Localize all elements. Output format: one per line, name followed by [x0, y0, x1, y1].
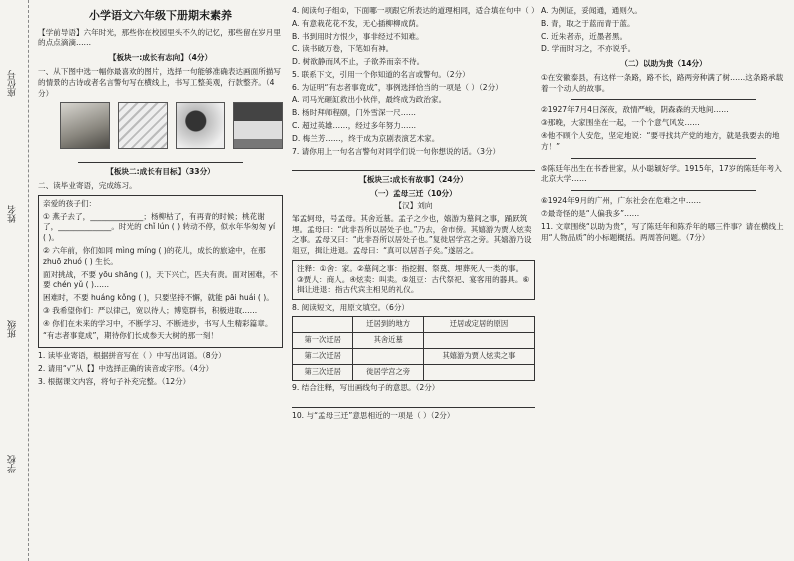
table-cell: 其嬉游为贾人炫卖之事 — [423, 348, 534, 364]
table-cell-blank[interactable] — [423, 332, 534, 348]
option[interactable]: D. 树欲静而风不止，子欲养而亲不待。 — [292, 57, 425, 67]
name-label: 姓名 — [8, 205, 18, 223]
column-middle — [292, 6, 539, 424]
table-cell: 徙居学宫之旁 — [353, 364, 424, 380]
binding-margin — [0, 0, 29, 561]
passage-text: 邹孟轲母，号孟母。其舍近墓。孟子之少也，嬉游为墓间之事，踊跃筑埋。孟母曰：“此非吾所以居处子也。”乃去，舍市傍。其嬉游为贾人炫卖之事。孟母又曰：“此非吾所以居处子也。”复徙居学宫之旁。其嬉游乃设俎豆，揖让进退。孟母曰：“真可以居吾子矣。”遂居之。 — [292, 213, 532, 256]
option[interactable]: C. 超过英雄……，经过多年努力…… — [292, 121, 417, 131]
letter-line: ③ 我希望你们：严以律己，宽以待人；博览群书，积极进取…… — [43, 305, 258, 315]
block2-heading: 【板块二:成长有目标】（33分） — [106, 167, 215, 177]
option[interactable]: D. 学而时习之，不亦说乎。 — [541, 44, 636, 54]
letter-line: “有志者事竟成”，期待你们长成参天大树的那一刻！ — [43, 331, 218, 341]
option[interactable]: C. 读书破万卷，下笔如有神。 — [292, 44, 394, 54]
table-header — [293, 316, 353, 332]
block3-heading: 【板块三:成长有故事】（24分） — [359, 175, 468, 185]
letter-line: 困难时，不要 huáng kǒng ( )，只要坚持不懈，就能 pāi huái ( )。 — [43, 293, 274, 303]
option[interactable]: A. 司马光砸缸救出小伙伴，最终成为政治家。 — [292, 95, 447, 105]
passage-title: （一）孟母三迁（10分） — [370, 189, 457, 199]
exam-title: 小学语文六年级下册期末素养 — [89, 9, 232, 22]
class-label: 班级 — [8, 320, 18, 338]
table-cell-blank[interactable] — [423, 364, 534, 380]
option[interactable]: A. 有意栽花花不发，无心插柳柳成荫。 — [292, 18, 424, 28]
block1-heading: 【板块一:成长有志向】（4分） — [108, 53, 213, 63]
option[interactable]: D. 梅兰芳……，终于成为京剧表演艺术家。 — [292, 133, 440, 143]
option[interactable]: A. 为例证，妥闻通，通则久。 — [541, 6, 643, 15]
question-1: 一、从下图中选一幅你最喜欢的图片，选择一句能够准确表达画面所描写的情景的古诗或者名言警句写在横线上，书写工整美观，行款整齐。（4分） — [38, 66, 281, 98]
answer-line[interactable] — [571, 158, 756, 159]
table-header: 迁居或定居的原因 — [423, 316, 534, 332]
answer-line-1[interactable] — [78, 152, 243, 163]
paragraph: ③那晚，大家围坐在一起，一个个意气风发…… — [541, 118, 700, 128]
column-right — [541, 6, 786, 245]
table-header: 迁居到的地方 — [353, 316, 424, 332]
paragraph: ⑤陈廷年出生在书香世家，从小聪颖好学。1915年，17岁的陈廷年考入北京大学…… — [541, 163, 782, 184]
paragraph: ⑦最奇怪的是“人偏我多”…… — [541, 208, 640, 218]
notes-box: 注释：①舍：家。②墓间之事：指挖掘、祭奠、埋葬死人一类的事。③贾人：商人。④炫卖：叫卖。⑤俎豆：古代祭祀、宴客用的器具。⑥揖让进退：指古代宾主相见的礼仪。 — [292, 260, 535, 300]
letter-line: 亲爱的孩子们： — [43, 198, 97, 208]
option[interactable]: B. 杨时拜师程颐，门外雪深一尺…… — [292, 108, 416, 118]
question-4: 4. 阅读句子组①，下面哪一项跟它所表达的道理相同，适合填在句中（ ） — [292, 6, 539, 15]
question-5: 5. 联系下文，引用一个你知道的名言或警句。（2分） — [292, 69, 470, 79]
migration-table — [292, 316, 535, 381]
question-6: 6. 为证明“有志者事竟成”，事例选择恰当的一项是（ ）（2分） — [292, 82, 503, 92]
intro-text: 【学前导语】六年时光，那些你在校园里头不久的记忆，那些留在岁月里的点点滴滴…… — [38, 27, 281, 48]
question-10: 10. 与“孟母三迁”意思相近的一项是（ ）（2分） — [292, 410, 455, 420]
picture-1[interactable] — [60, 102, 110, 149]
question-2: 二、读毕业寄语，完成练习。 — [38, 181, 137, 191]
question-11: 11. 文章围绕“以助为贵”，写了陈廷年和陈乔年的哪三件事？请在横线上用“人物品质”的小标题概括。两周答问题。（7分） — [541, 221, 784, 242]
school-label: 学校 — [8, 455, 18, 473]
sub-question-3: 3. 根据课文内容，将句子补充完整。（12分） — [38, 376, 191, 386]
question-9: 9. 结合注释，写出画线句子的意思。（2分） — [292, 382, 440, 392]
letter-line: ④ 你们在未来的学习中，不断学习、不断进步，书写人生精彩篇章。 — [43, 318, 273, 328]
paragraph: ①在安徽泰县，有这样一条路，路不长，路两旁种满了树……这条路承载着一个动人的故事。 — [541, 72, 784, 93]
option[interactable]: C. 近朱者赤，近墨者黑。 — [541, 31, 628, 41]
seat-number-label: 座位号 — [8, 70, 18, 97]
letter-line: ② 六年前，你们如同 mìng míng ( )的花儿，成长的旅途中，在那 zhuō zhuó ( ) 生长。 — [43, 245, 266, 266]
table-cell-blank[interactable] — [353, 348, 424, 364]
paragraph: ②1927年7月4日深夜，敌情严峻，阴森森的天地间…… — [541, 105, 729, 115]
answer-line[interactable] — [571, 99, 756, 100]
question-7: 7. 请你用上一句名言警句对同学们说一句你想说的话。（3分） — [292, 146, 501, 156]
option[interactable]: B. 青，取之于蓝而青于蓝。 — [541, 18, 635, 28]
answer-line[interactable] — [571, 190, 756, 191]
picture-4[interactable] — [233, 102, 283, 149]
table-cell: 第二次迁居 — [293, 348, 353, 364]
letter-line: ① 燕子去了，______________；杨柳枯了，有再青的时候；桃花谢了，______________。时光的 chǐ lún ( ) 转动不停，似水年华匆匆 yí ( )。 — [43, 211, 276, 243]
picture-row — [60, 102, 283, 149]
table-cell: 第三次迁居 — [293, 364, 353, 380]
column-left — [38, 6, 283, 390]
answer-line-7[interactable] — [292, 160, 535, 171]
sub-question-2: 2. 请用“√”从【】中选择正确的读音或字形。（4分） — [38, 364, 214, 374]
letter-box — [38, 195, 283, 348]
question-8: 8. 阅读短文，用原文填空。（6分） — [292, 303, 410, 313]
sub-question-1: 1. 读毕业寄语，根据拼音写在（ ）中写出词语。（8分） — [38, 351, 226, 361]
section-heading: （二）以助为贵（14分） — [620, 59, 707, 69]
letter-line: 面对挑战，不要 yōu shāng ( )，天下兴亡，匹夫有责。面对困难，不要 chén yǔ ( )…… — [43, 269, 278, 290]
answer-line-9[interactable] — [292, 397, 535, 408]
table-cell: 第一次迁居 — [293, 332, 353, 348]
passage-author: 【汉】刘向 — [394, 200, 433, 210]
paragraph: ⑥1924年9月的广州，广东社会在危难之中…… — [541, 196, 702, 206]
picture-2[interactable] — [118, 102, 168, 149]
option[interactable]: B. 书到用时方恨少，事非经过不知难。 — [292, 31, 424, 41]
table-cell: 其舍近墓 — [353, 332, 424, 348]
paragraph: ④他不顾个人安危，坚定地说：“要寻找共产党的地方，就是我要去的地方！” — [541, 131, 780, 151]
picture-3[interactable] — [176, 102, 226, 149]
